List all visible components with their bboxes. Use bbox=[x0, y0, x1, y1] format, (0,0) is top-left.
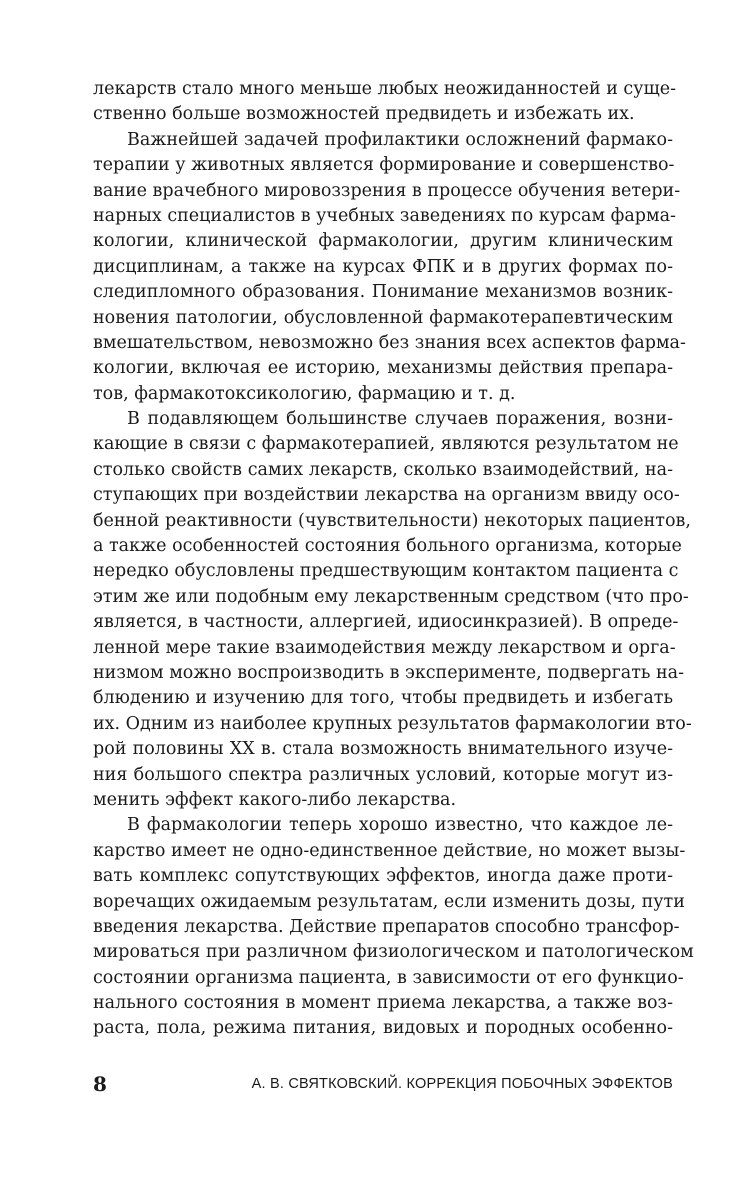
text-line: карство имеет не одно-единственное действие, но может вызы- bbox=[93, 840, 686, 861]
text-line: их. Одним из наиболее крупных результатов фармакологии вто- bbox=[93, 713, 692, 734]
text-line: кологии, включая ее историю, механизмы действия препара- bbox=[93, 358, 673, 379]
text-line: а также особенностей состояния больного организма, которые bbox=[93, 536, 682, 557]
text-line: нередко обусловлены предшествующим контактом пациента с bbox=[93, 561, 679, 582]
text-line: новения патологии, обусловленной фармакотерапевтическим bbox=[93, 307, 673, 328]
text-line: нального состояния в момент приема лекарства, а также воз- bbox=[93, 993, 673, 1014]
running-head: А. В. СВЯТКОВСКИЙ. КОРРЕКЦИЯ ПОБОЧНЫХ ЭФФЕКТОВ bbox=[251, 1076, 673, 1092]
text-line: В подавляющем большинстве случаев поражения, возни- bbox=[127, 409, 673, 430]
text-line: раста, пола, режима питания, видовых и породных особенно- bbox=[93, 1018, 673, 1039]
text-line: Важнейшей задачей профилактики осложнений фармако- bbox=[127, 129, 673, 150]
text-line: кающие в связи с фармакотерапией, являются результатом не bbox=[93, 434, 679, 455]
page-number: 8 bbox=[93, 1072, 107, 1096]
text-line: вать комплекс сопутствующих эффектов, иногда даже проти- bbox=[93, 866, 673, 887]
text-line: дисциплинам, а также на курсах ФПК и в других формах по- bbox=[93, 256, 673, 277]
body-text bbox=[93, 77, 694, 1042]
text-line: ния большого спектра различных условий, которые могут из- bbox=[93, 764, 673, 785]
text-line: рой половины XX в. стала возможность внимательного изуче- bbox=[93, 739, 673, 760]
text-line: В фармакологии теперь хорошо известно, что каждое ле- bbox=[127, 815, 673, 836]
text-line: вмешательством, невозможно без знания всех аспектов фарма- bbox=[93, 332, 686, 353]
text-line: блюдению и изучению для того, чтобы предвидеть и избегать bbox=[93, 688, 673, 709]
text-line: вание врачебного мировоззрения в процессе обучения ветери- bbox=[93, 180, 681, 201]
text-line: является, в частности, аллергией, идиосинкразией). В опреде- bbox=[93, 612, 679, 633]
text-line: нарных специалистов в учебных заведениях по курсам фарма- bbox=[93, 205, 676, 226]
text-line: низмом можно воспроизводить в эксперименте, подвергать на- bbox=[93, 662, 685, 683]
text-line: введения лекарства. Действие препаратов способно трансфор- bbox=[93, 916, 680, 937]
text-line: состоянии организма пациента, в зависимости от его функцио- bbox=[93, 967, 684, 988]
text-line: тов, фармакотоксикологию, фармацию и т. д. bbox=[93, 383, 516, 404]
page-footer bbox=[93, 1072, 673, 1096]
text-line: ленной мере такие взаимодействия между лекарством и орга- bbox=[93, 637, 676, 658]
text-line: кологии, клинической фармакологии, другим клиническим bbox=[93, 231, 673, 252]
text-line: лекарств стало много меньше любых неожиданностей и суще- bbox=[93, 79, 677, 99]
text-line: воречащих ожидаемым результатам, если изменить дозы, пути bbox=[93, 891, 685, 912]
text-line: ственно больше возможностей предвидеть и избежать их. bbox=[93, 104, 635, 125]
text-line: ступающих при воздействии лекарства на организм ввиду осо- bbox=[93, 485, 680, 506]
text-line: столько свойств самих лекарств, сколько взаимодействий, на- bbox=[93, 459, 673, 480]
text-line: терапии у животных является формирование и совершенство- bbox=[93, 155, 675, 176]
text-line: мироваться при различном физиологическом и патологическом bbox=[93, 942, 694, 963]
text-line: следипломного образования. Понимание механизмов возник- bbox=[93, 282, 673, 303]
text-line: этим же или подобным ему лекарственным средством (что про- bbox=[93, 586, 689, 607]
text-line: бенной реактивности (чувствительности) некоторых пациентов, bbox=[93, 510, 691, 531]
text-line: менить эффект какого-либо лекарства. bbox=[93, 789, 457, 810]
